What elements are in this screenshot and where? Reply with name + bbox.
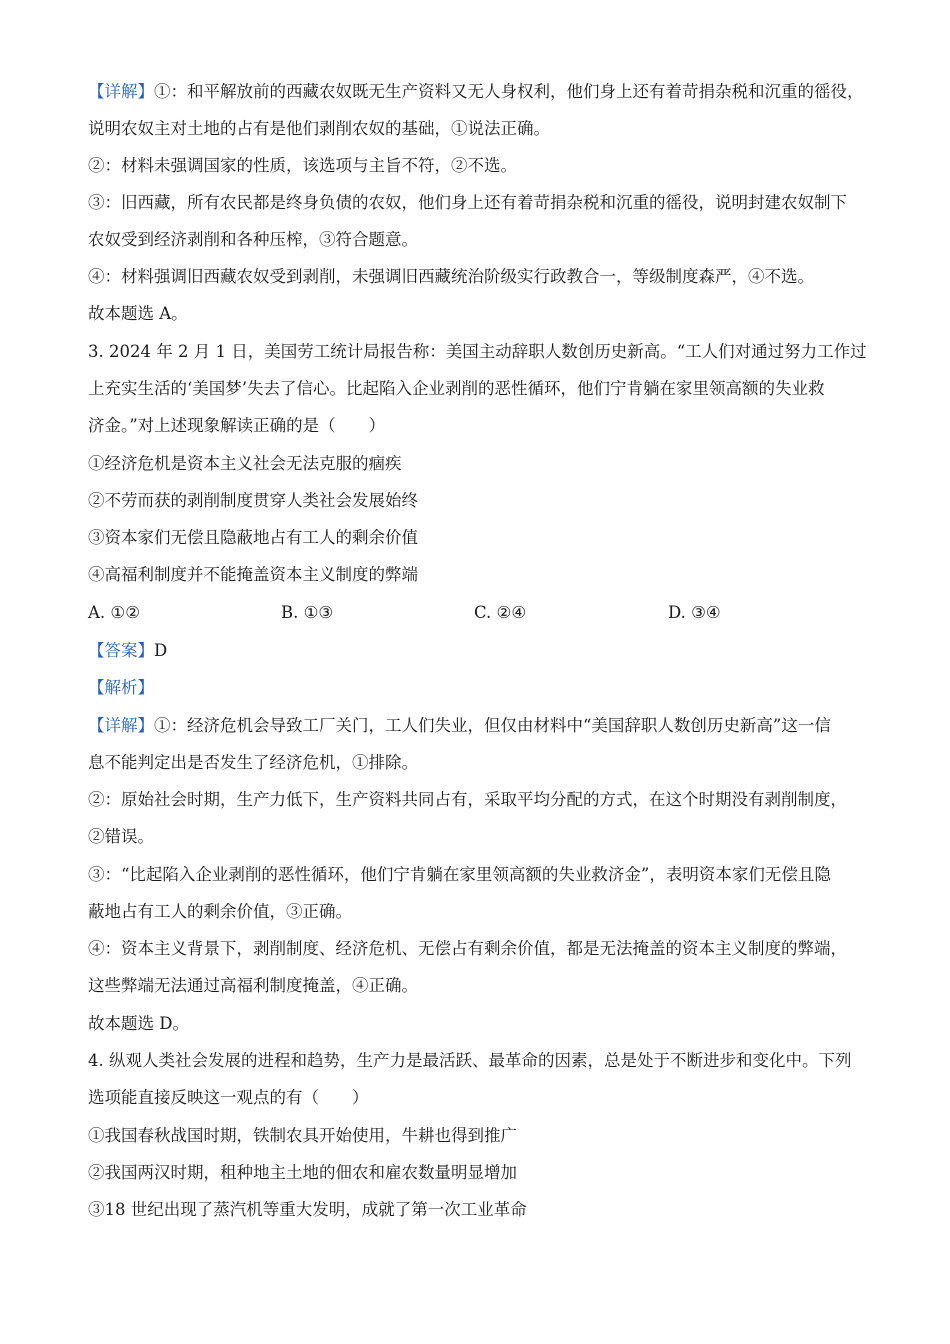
- conclusion-line: 故本题选 D。: [88, 1014, 189, 1033]
- detail-line: ④：材料强调旧西藏农奴受到剥削，未强调旧西藏统治阶级实行政教合一，等级制度森严，④不选。: [88, 267, 814, 286]
- statement-item: ②我国两汉时期，租种地主土地的佃农和雇农数量明显增加: [88, 1163, 517, 1182]
- detail-line: 蔽地占有工人的剩余价值，③正确。: [88, 902, 352, 921]
- detail-line: ②：材料未强调国家的性质，该选项与主旨不符，②不选。: [88, 156, 517, 175]
- option-b: B. ①③: [281, 603, 334, 622]
- detail-line: ③：“比起陷入企业剥削的恶性循环，他们宁肯躺在家里领高额的失业救济金”，表明资本家们无偿且隐: [88, 865, 831, 884]
- statement-item: ①经济危机是资本主义社会无法克服的痼疾: [88, 454, 402, 473]
- question-stem: 3. 2024 年 2 月 1 日，美国劳工统计局报告称：美国主动辞职人数创历史新高。“工人们对通过努力工作过: [88, 342, 867, 361]
- option-c: C. ②④: [474, 603, 527, 622]
- statement-item: ①我国春秋战国时期，铁制农具开始使用，牛耕也得到推广: [88, 1126, 517, 1145]
- detail-line: 【详解】①：经济危机会导致工厂关门，工人们失业，但仅由材料中“美国辞职人数创历史新高”这一信: [88, 716, 831, 735]
- analysis-line: [88, 677, 154, 699]
- option-a: A. ①②: [88, 603, 140, 622]
- detail-line: 农奴受到经济剥削和各种压榨，③符合题意。: [88, 230, 418, 249]
- answer-tag: 【答案】: [88, 641, 154, 660]
- detail-line: 【详解】①：和平解放前的西藏农奴既无生产资料又无人身权利，他们身上还有着苛捐杂税和沉重的徭役，: [88, 82, 864, 101]
- statement-item: ③资本家们无偿且隐蔽地占有工人的剩余价值: [88, 528, 418, 547]
- detail-line: 说明农奴主对土地的占有是他们剥削农奴的基础，①说法正确。: [88, 119, 550, 138]
- detail-line: ②错误。: [88, 827, 154, 846]
- statement-item: ②不劳而获的剥削制度贯穿人类社会发展始终: [88, 491, 418, 510]
- option-d: D. ③④: [668, 603, 721, 622]
- question-stem: 济金。”对上述现象解读正确的是（ ）: [88, 416, 386, 435]
- answer-line: [88, 640, 167, 662]
- detail-line: 息不能判定出是否发生了经济危机，①排除。: [88, 753, 418, 772]
- detail-line: ③：旧西藏，所有农民都是终身负债的农奴，他们身上还有着苛捐杂税和沉重的徭役，说明封建农奴制下: [88, 193, 847, 212]
- question-stem: 选项能直接反映这一观点的有（ ）: [88, 1088, 369, 1107]
- detail-line: ②：原始社会时期，生产力低下，生产资料共同占有，采取平均分配的方式，在这个时期没有剥削制度，: [88, 790, 847, 809]
- question-stem: 4. 纵观人类社会发展的进程和趋势，生产力是最活跃、最革命的因素，总是处于不断进步和变化中。下列: [88, 1051, 852, 1070]
- detail-line: ④：资本主义背景下，剥削制度、经济危机、无偿占有剩余价值，都是无法掩盖的资本主义制度的弊端，: [88, 939, 847, 958]
- conclusion-line: 故本题选 A。: [88, 304, 188, 323]
- analysis-tag: 【解析】: [88, 678, 154, 697]
- detail-tag: 【详解】: [88, 716, 154, 735]
- answer-value: D: [154, 641, 168, 660]
- statement-item: ④高福利制度并不能掩盖资本主义制度的弊端: [88, 565, 418, 584]
- detail-line: 这些弊端无法通过高福利制度掩盖，④正确。: [88, 976, 418, 995]
- statement-item: ③18 世纪出现了蒸汽机等重大发明，成就了第一次工业革命: [88, 1200, 527, 1219]
- detail-tag: 【详解】: [88, 82, 154, 101]
- question-stem: 上充实生活的‘美国梦’失去了信心。比起陷入企业剥削的恶性循环，他们宁肯躺在家里领高额的失业救: [88, 379, 825, 398]
